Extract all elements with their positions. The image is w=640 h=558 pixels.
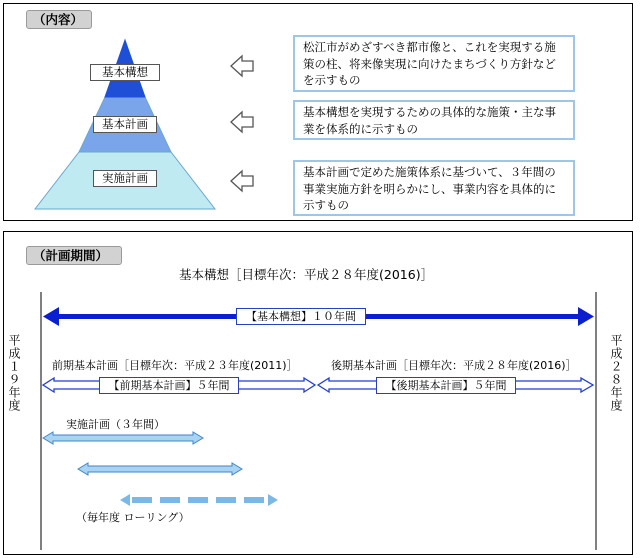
early-plan-duration-label: 【前期基本計画】５年間: [99, 377, 239, 394]
left-arrow-icon: [231, 112, 253, 132]
description-line: 基本計画で定めた施策体系に基づいて、３年間の: [303, 165, 556, 179]
start-year-label: 平成１９年度: [7, 334, 21, 412]
description-basic-plan: [293, 100, 575, 140]
late-plan-duration-label: 【後期基本計画】５年間: [376, 377, 516, 394]
late-plan-title: 後期基本計画［目標年次：平成２８年度(2016)］: [331, 359, 577, 372]
description-line: を示すもの: [303, 73, 361, 87]
implementation-plan-title: 実施計画（３年間）: [66, 418, 165, 431]
end-year-label: 平成２８年度: [609, 334, 623, 412]
description-basic-concept: [293, 35, 575, 92]
implementation-bar-1: [43, 432, 203, 444]
implementation-bar-3-dashed: [120, 494, 278, 506]
description-line: 基本構想を実現するための具体的な施策・主な事: [303, 105, 556, 119]
content-section-label: （内容）: [26, 10, 92, 29]
description-line: 業を体系的に示すもの: [303, 121, 418, 136]
period-panel: [3, 231, 633, 555]
basic-concept-duration-label: 【基本構想】１０年間: [236, 308, 366, 325]
timeline-diagram: [4, 232, 634, 556]
overall-target-title: 基本構想［目標年次：平成２８年度(2016)］: [179, 267, 434, 282]
left-arrow-icon: [231, 171, 253, 191]
content-panel: [3, 3, 633, 221]
period-section-label: （計画期間）: [26, 246, 122, 265]
description-implementation-plan: [293, 160, 575, 216]
early-plan-title: 前期基本計画［目標年次：平成２３年度(2011)］: [52, 359, 298, 372]
tier-label-basic-concept: 基本構想: [90, 64, 160, 81]
tier-label-implementation-plan: 実施計画: [93, 170, 157, 187]
rolling-note: （毎年度 ローリング）: [76, 511, 190, 524]
tier-label-basic-plan: 基本計画: [93, 116, 157, 133]
left-arrow-icon: [231, 56, 253, 76]
description-line: 示すもの: [303, 198, 349, 212]
implementation-bar-2: [78, 463, 242, 475]
description-line: 松江市がめざすべき都市像と、これを実現する施: [303, 40, 556, 54]
description-line: 策の柱、将来像実現に向けたまちづくり方針など: [303, 56, 556, 71]
description-line: 事業実施方針を明らかにし、事業内容を具体的に: [303, 181, 556, 196]
